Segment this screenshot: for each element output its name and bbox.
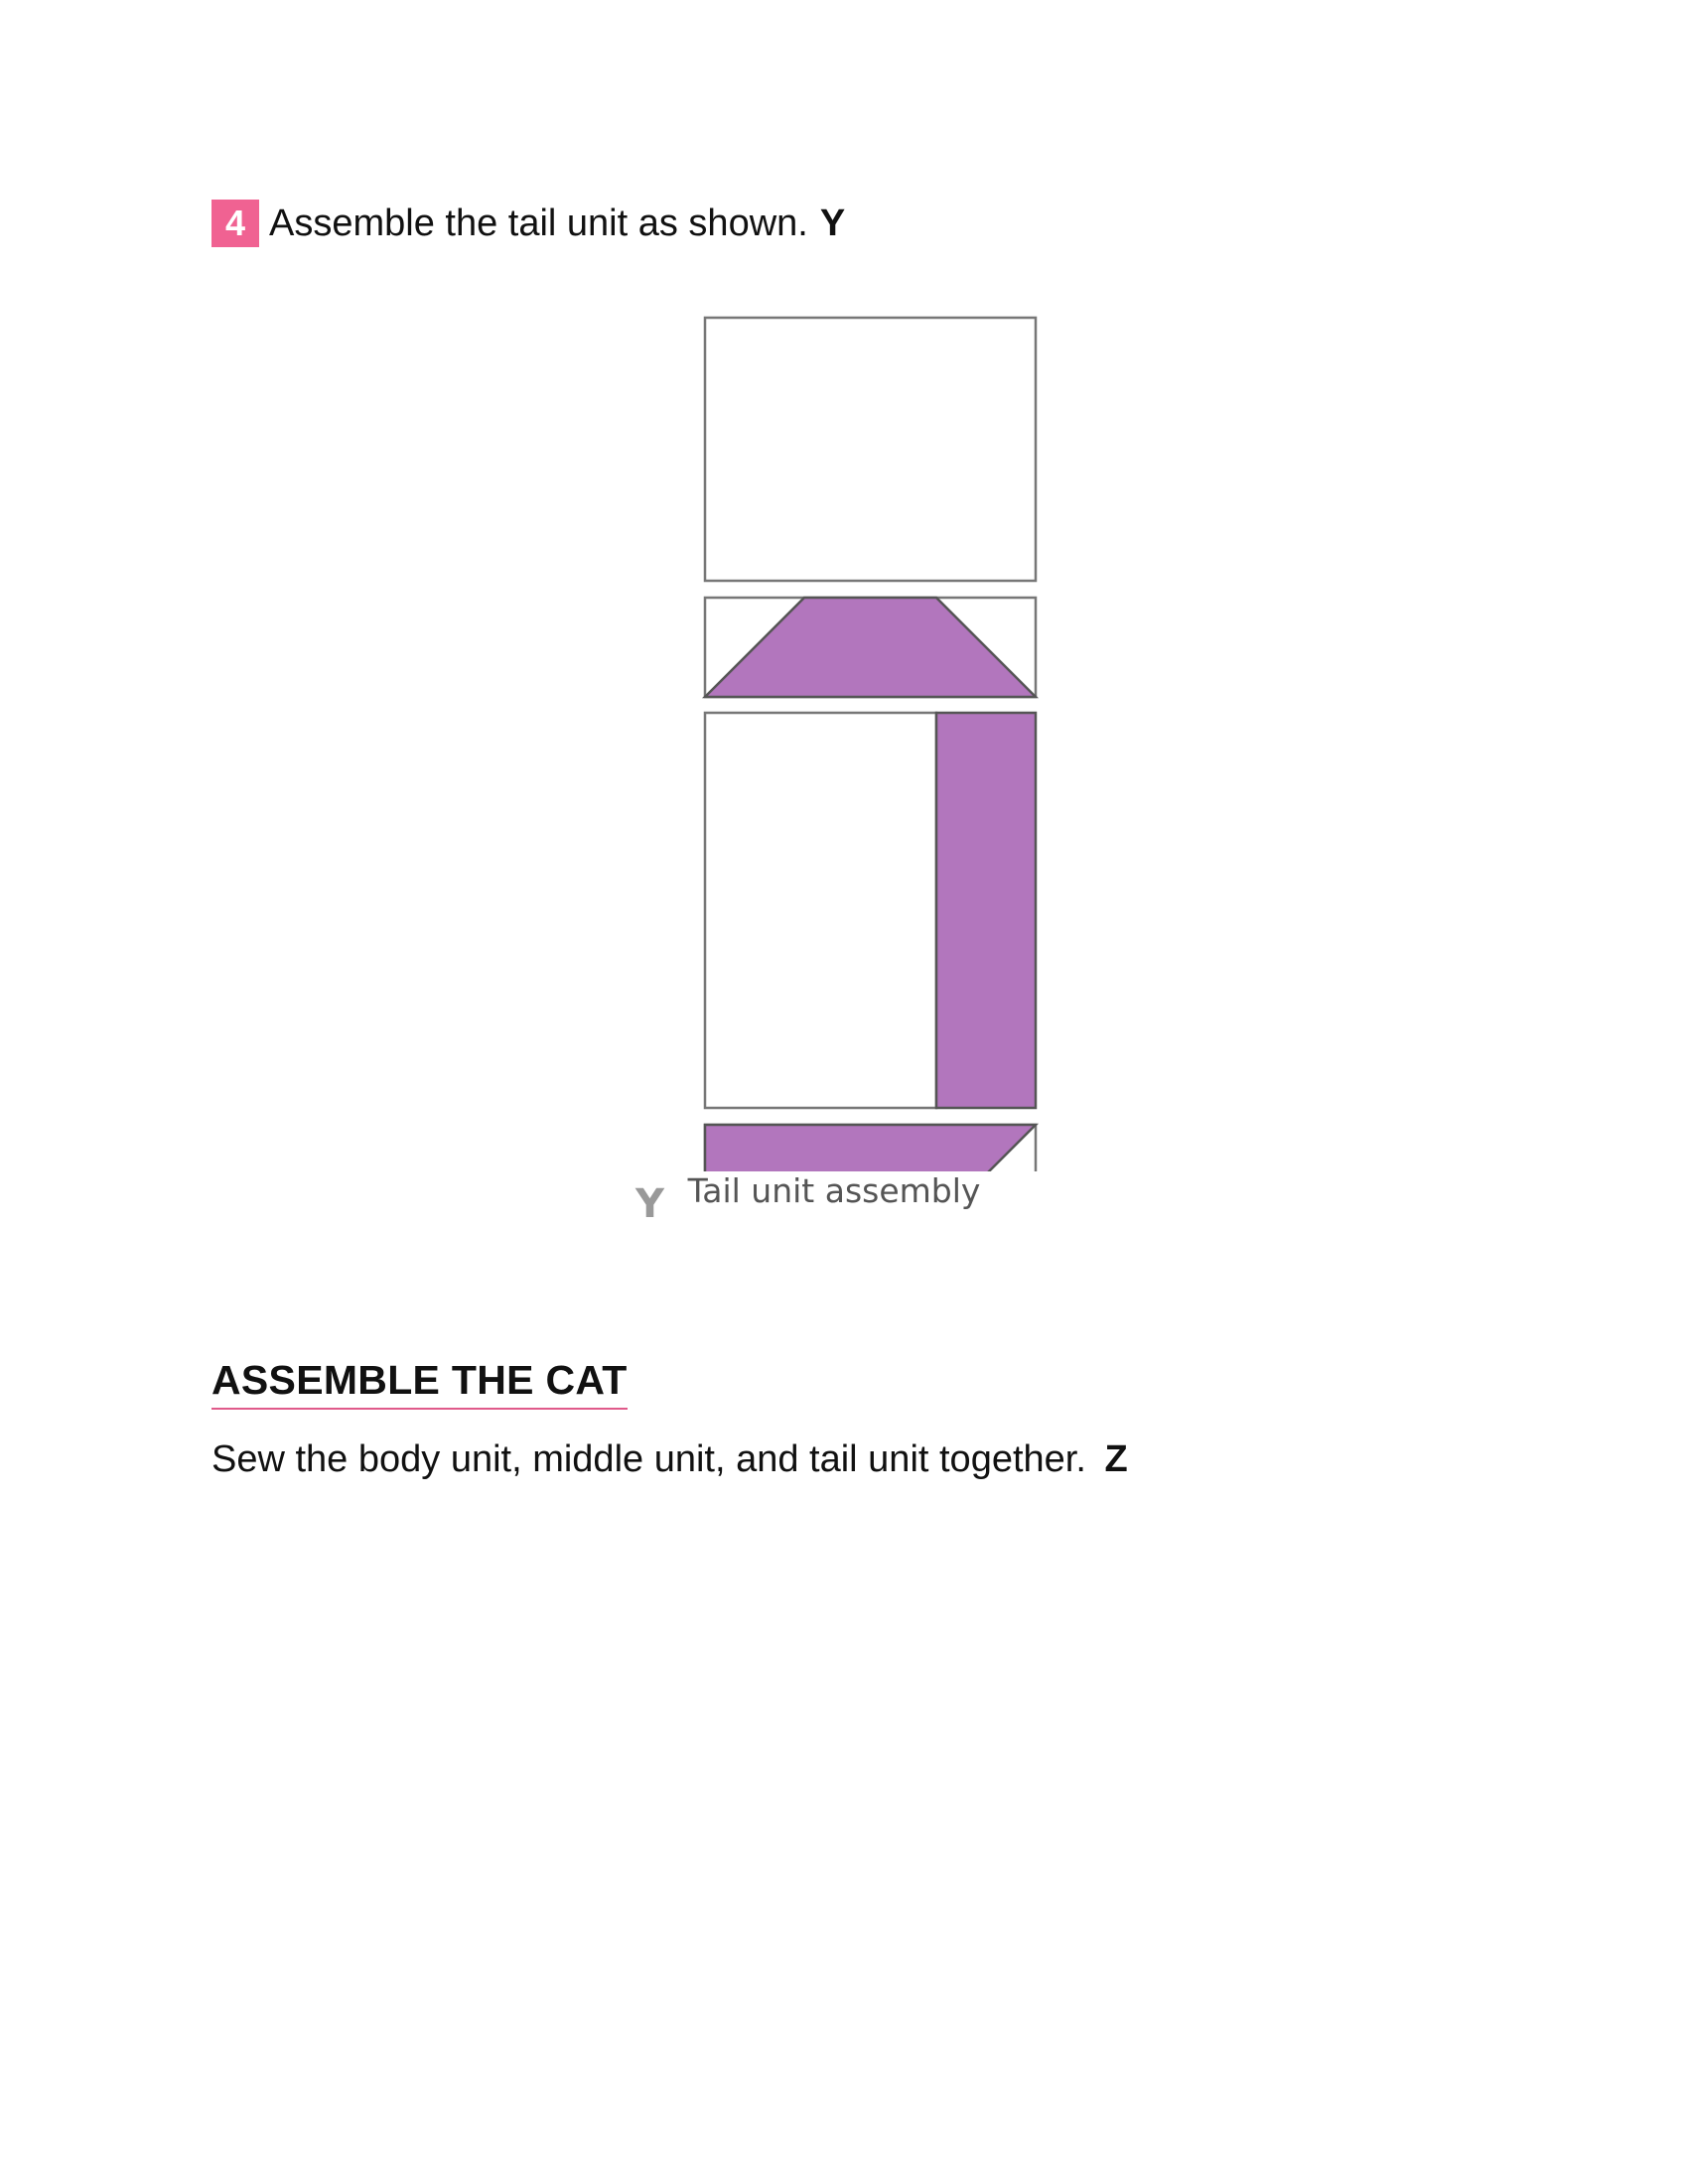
- figure-letter-y: Y: [635, 1181, 664, 1227]
- step-4-instruction: [211, 199, 845, 248]
- purple-vertical-strip: [936, 713, 1036, 1108]
- tail-unit-diagram: [616, 298, 1072, 1291]
- figure-reference-z: Z: [1104, 1438, 1128, 1480]
- instruction-text: Sew the body unit, middle unit, and tail unit together.: [211, 1438, 1086, 1480]
- diagram-caption: Tail unit assembly: [687, 1171, 981, 1210]
- section-heading: ASSEMBLE THE CAT: [211, 1357, 628, 1410]
- step-number-badge: 4: [211, 200, 259, 247]
- figure-reference-y: Y: [819, 203, 846, 244]
- assemble-instruction: [211, 1434, 1128, 1484]
- step-text: Assemble the tail unit as shown.: [269, 203, 808, 244]
- top-white-square: [705, 318, 1036, 581]
- tail-unit-assembly-figure: [616, 298, 1072, 1171]
- purple-parallelogram: [705, 1125, 1036, 1171]
- tall-white-rectangle: [705, 713, 936, 1108]
